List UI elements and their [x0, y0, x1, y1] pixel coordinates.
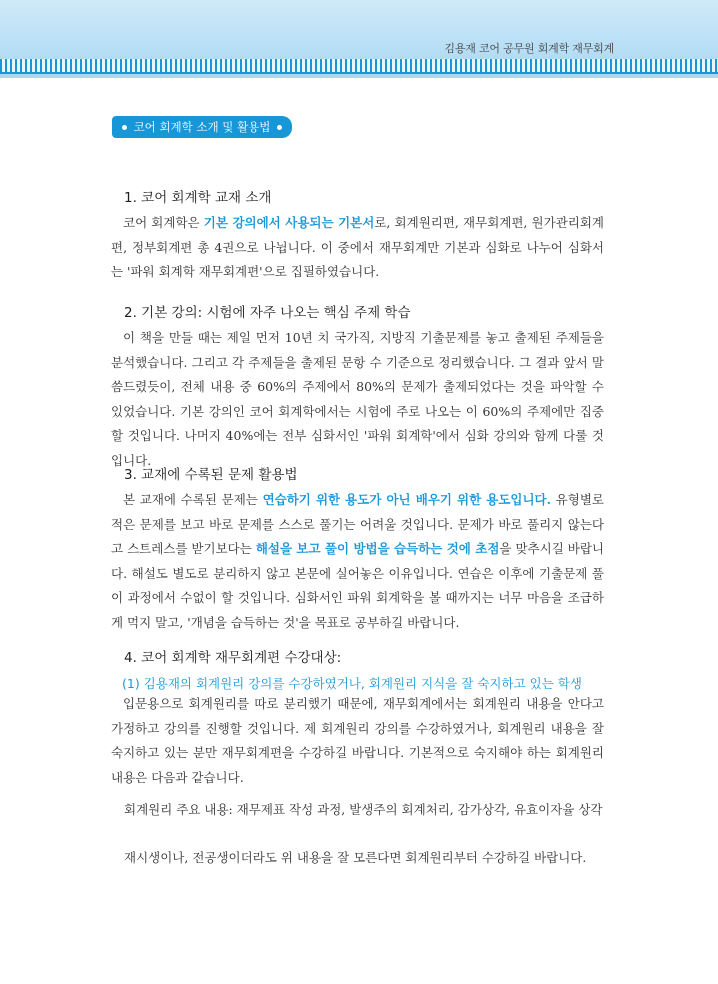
section-1-heading: 1. 코어 회계학 교재 소개 [124, 190, 272, 206]
s1-highlight: 기본 강의에서 사용되는 기본서 [203, 215, 375, 230]
section-tag [112, 116, 292, 138]
s3-highlight-2: 해설을 보고 풀이 방법을 습득하는 것에 초점 [255, 541, 500, 556]
section-3-paragraph [111, 488, 604, 635]
s3-highlight-1: 연습하기 위한 용도가 아닌 배우기 위한 용도입니다. [262, 492, 551, 507]
section-2-heading: 2. 기본 강의: 시험에 자주 나오는 핵심 주제 학습 [124, 305, 411, 321]
header-ruler-decoration [0, 59, 718, 72]
section-3-heading: 3. 교재에 수록된 문제 활용법 [124, 467, 298, 483]
s3-text-a: 본 교재에 수록된 문제는 [123, 492, 263, 507]
running-header-title: 김용재 코어 공무원 회계학 재무회계 [444, 42, 614, 55]
bullet-dot-icon [277, 125, 282, 130]
section-4-heading: 4. 코어 회계학 재무회계편 수강대상: [124, 650, 342, 666]
section-4-paragraph [111, 692, 604, 790]
s1-text-a: 코어 회계학은 [123, 215, 204, 230]
s2-text: 이 책을 만들 때는 제일 먼저 10년 치 국가직, 지방직 기출문제를 놓고 출제된 주제들을 분석했습니다. 그리고 각 주제들을 출제된 문항 수 기준으로 정리했습니다. 그 결과 앞서 말씀드렸듯이, 전체 내용 중 60%의 주제에서 80%의 문제가 출제되었다는 것을 파악할 수 있었습니다. 기본 강의인 코어 회계학에서는 시험에 주로 나오는 이 60%의 주제에만 집중할 것입니다. 나머지 40%에는 전부 심화서인 '파워 회계학'에서 심화 강의와 함께 다룰 것입니다. [111, 330, 604, 468]
s3-text-c: 을 맞추시길 바랍니다. 해설도 별도로 분리하지 않고 본문에 실어놓은 이유입니다. 연습은 이후에 기출문제 풀이 과정에서 수없이 할 것입니다. 심화서인 파워 회계학을 볼 때까지는 너무 마음을 조급하게 먹지 말고, '개념을 습득하는 것'을 목표로 공부하길 바랍니다. [111, 541, 604, 630]
section-4-note-line-1: 회계원리 주요 내용: 재무제표 작성 과정, 발생주의 회계처리, 감가상각, 유효이자율 상각 [124, 802, 603, 817]
s3-text-b: 유형별로 적은 문제를 보고 바로 문제를 스스로 풀기는 어려울 것입니다. 문제가 바로 풀리지 않는다고 스트레스를 받기보다는 [111, 492, 604, 556]
section-4-subheading: (1) 김용재의 회계원리 강의를 수강하였거나, 회계원리 지식을 잘 숙지하고 있는 학생 [122, 676, 582, 691]
bullet-dot-icon [122, 125, 127, 130]
section-1-paragraph [111, 211, 604, 285]
section-4-note-line-2: 재시생이나, 전공생이더라도 위 내용을 잘 모른다면 회계원리부터 수강하길 바랍니다. [124, 850, 587, 865]
section-2-paragraph [111, 326, 604, 473]
header-ruler-baseline [0, 72, 718, 74]
page-header [0, 0, 718, 78]
section-tag-label: 코어 회계학 소개 및 활용법 [133, 120, 271, 134]
s1-text-b: 로, 회계원리편, 재무회계편, 원가관리회계편, 정부회계편 총 4권으로 나뉩니다. 이 중에서 재무회계만 기본과 심화로 나누어 심화서는 '파워 회계학 재무회계편'으로 집필하였습니다. [111, 215, 604, 279]
s4-text: 입문용으로 회계원리를 따로 분리했기 때문에, 재무회계에서는 회계원리 내용을 안다고 가정하고 강의를 진행할 것입니다. 제 회계원리 강의를 수강하였거나, 회계원리 내용을 잘 숙지하고 있는 분만 재무회계편을 수강하길 바랍니다. 기본적으로 숙지해야 하는 회계원리 내용은 다음과 같습니다. [111, 696, 604, 785]
